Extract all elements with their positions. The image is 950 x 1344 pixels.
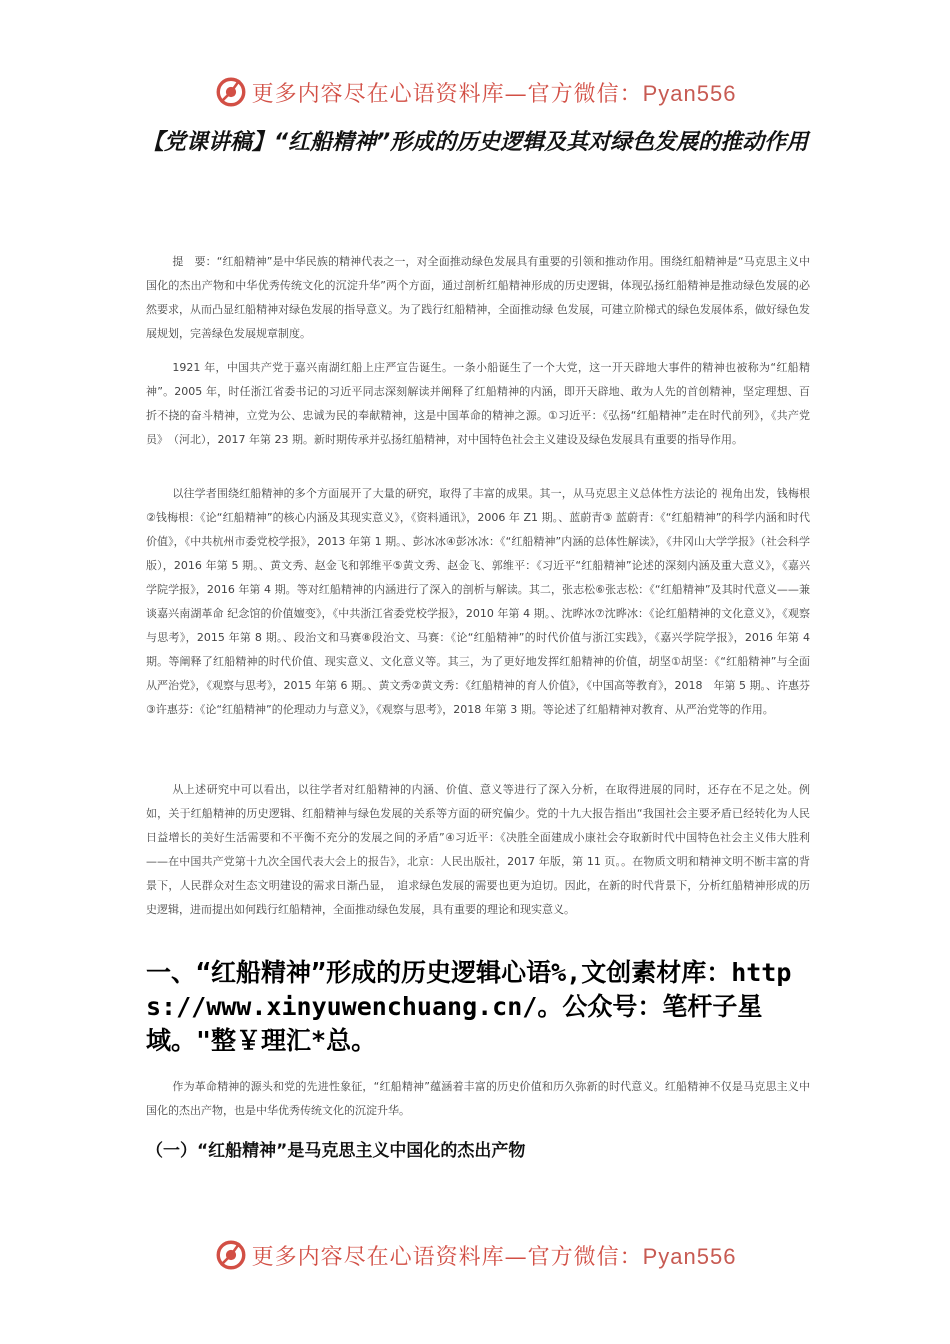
document-title: 【党课讲稿】“红船精神”形成的历史逻辑及其对绿色发展的推动作用 — [141, 130, 809, 155]
banner-text: 更多内容尽在心语资料库—官方微信：Pyan556 — [251, 1243, 737, 1270]
section-paragraph: 作为革命精神的源头和党的先进性象征，“红船精神”蕴涵着丰富的历史价值和历久弥新的时代意义。红船精神不仅是马克思主义中国化的杰出产物，也是中华优秀传统文化的沉淀升华。 — [146, 1080, 810, 1117]
body-paragraph: 1921 年，中国共产党于嘉兴南湖红船上庄严宣告诞生。一条小船诞生了一个大党，这一开天辟地大事件的精神也被称为“红船精神”。2005 年，时任浙江省委书记的习近平同志深刻解读并阐释了红船精神的内涵，即开天辟地、敢为人先的首创精神，坚定理想、百折不挠的奋斗精神，立党为公、忠诚为民的奉献精神，这是中国革命的精神之源。①习近平：《弘扬“红船精神”走在时代前列》，《共产党员》 （河北），2017 年第 23 期。新时期传承并弘扬红船精神，对中国特色社会主义建设及绿色发展具有重要的指导作用。 — [146, 361, 810, 446]
abstract-paragraph: 提 要：“红船精神”是中华民族的精神代表之一，对全面推动绿色发展具有重要的引领和推动作用。围绕红船精神是“马克思主义中国化的杰出产物和中华优秀传统文化的沉淀升华”两个方面，通过剖析红船精神形成的历史逻辑，体现弘扬红船精神是推动绿色发展的必然要求，从而凸显红船精神对绿色发展的指导意义。为了践行红船精神，全面推动绿 色发展，可建立阶梯式的绿色发展体系，做好绿色发展规划，完善绿色发展规章制度。 — [146, 255, 810, 340]
brand-logo-icon — [214, 1238, 248, 1272]
subsection-heading: （一）“红船精神”是马克思主义中国化的杰出产物 — [146, 1141, 526, 1161]
bottom-watermark-banner — [0, 1235, 950, 1275]
banner-text: 更多内容尽在心语资料库—官方微信：Pyan556 — [251, 80, 737, 107]
brand-logo-icon — [214, 75, 248, 109]
body-paragraph: 从上述研究中可以看出，以往学者对红船精神的内涵、价值、意义等进行了深入分析，在取得进展的同时，还存在不足之处。例如，关于红船精神的历史逻辑、红船精神与绿色发展的关系等方面的研究偏少。党的十九大报告指出“我国社会主要矛盾已经转化为人民日益增长的美好生活需要和不平衡不充分的发展之间的矛盾”④习近平：《决胜全面建成小康社会夺取新时代中国特色社会主义伟大胜利——在中国共产党第十九次全国代表大会上的报告》，北京：人民出版社，2017 年版，第 11 页。。在物质文明和精神文明不断丰富的背景下，人民群众对生态文明建设的需求日渐凸显， 追求绿色发展的需要也更为迫切。因此，在新的时代背景下，分析红船精神形成的历史逻辑，进而提出如何践行红船精神，全面推动绿色发展，具有重要的理论和现实意义。 — [146, 783, 810, 916]
section-heading: 一、“红船精神”形成的历史逻辑心语%,文创素材库：https://www.xinyuwenchuang.cn/。公众号：笔杆子星域。"整￥理汇*总。 — [146, 958, 792, 1055]
top-watermark-banner — [0, 72, 950, 112]
body-paragraph: 以往学者围绕红船精神的多个方面展开了大量的研究，取得了丰富的成果。其一，从马克思主义总体性方法论的 视角出发，钱梅根②钱梅根：《论“红船精神”的核心内涵及其现实意义》，《资料通讯》，2006 年 Z1 期。、蓝蔚青③ 蓝蔚青：《“红船精神”的科学内涵和时代价值》，《中共杭州市委党校学报》，2013 年第 1 期。、彭冰冰④彭冰冰：《“红船精神”内涵的总体性解读》，《井冈山大学学报》（社会科学版），2016 年第 5 期。、黄文秀、赵金飞和郭维平⑤黄文秀、赵金飞、郭维平：《习近平“红船精神”论述的深刻内涵及重大意义》，《嘉兴学院学报》，2016 年第 4 期。等对红船精神的内涵进行了深入的剖析与解读。其二，张志松⑥张志松：《“红船精神”及其时代意义——兼谈嘉兴南湖革命 纪念馆的价值嬗变》，《中共浙江省委党校学报》，2010 年第 4 期。、沈晔冰⑦沈晔冰：《论红船精神的文化意义》，《观察与思考》，2015 年第 8 期。、段治文和马赛⑧段治文、马赛：《论“红船精神”的时代价值与浙江实践》，《嘉兴学院学报》，2016 年第 4 期。等阐释了红船精神的时代价值、现实意义、文化意义等。其三，为了更好地发挥红船精神的价值，胡坚①胡坚：《“红船精神”与全面从严治党》，《观察与思考》，2015 年第 6 期。、黄文秀②黄文秀：《红船精神的育人价值》，《中国高等教育》，2018 年第 5 期。、许惠芬③许惠芬：《论“红船精神”的伦理动力与意义》，《观察与思考》，2018 年第 3 期。等论述了红船精神对教育、从严治党等的作用。 — [146, 487, 810, 716]
